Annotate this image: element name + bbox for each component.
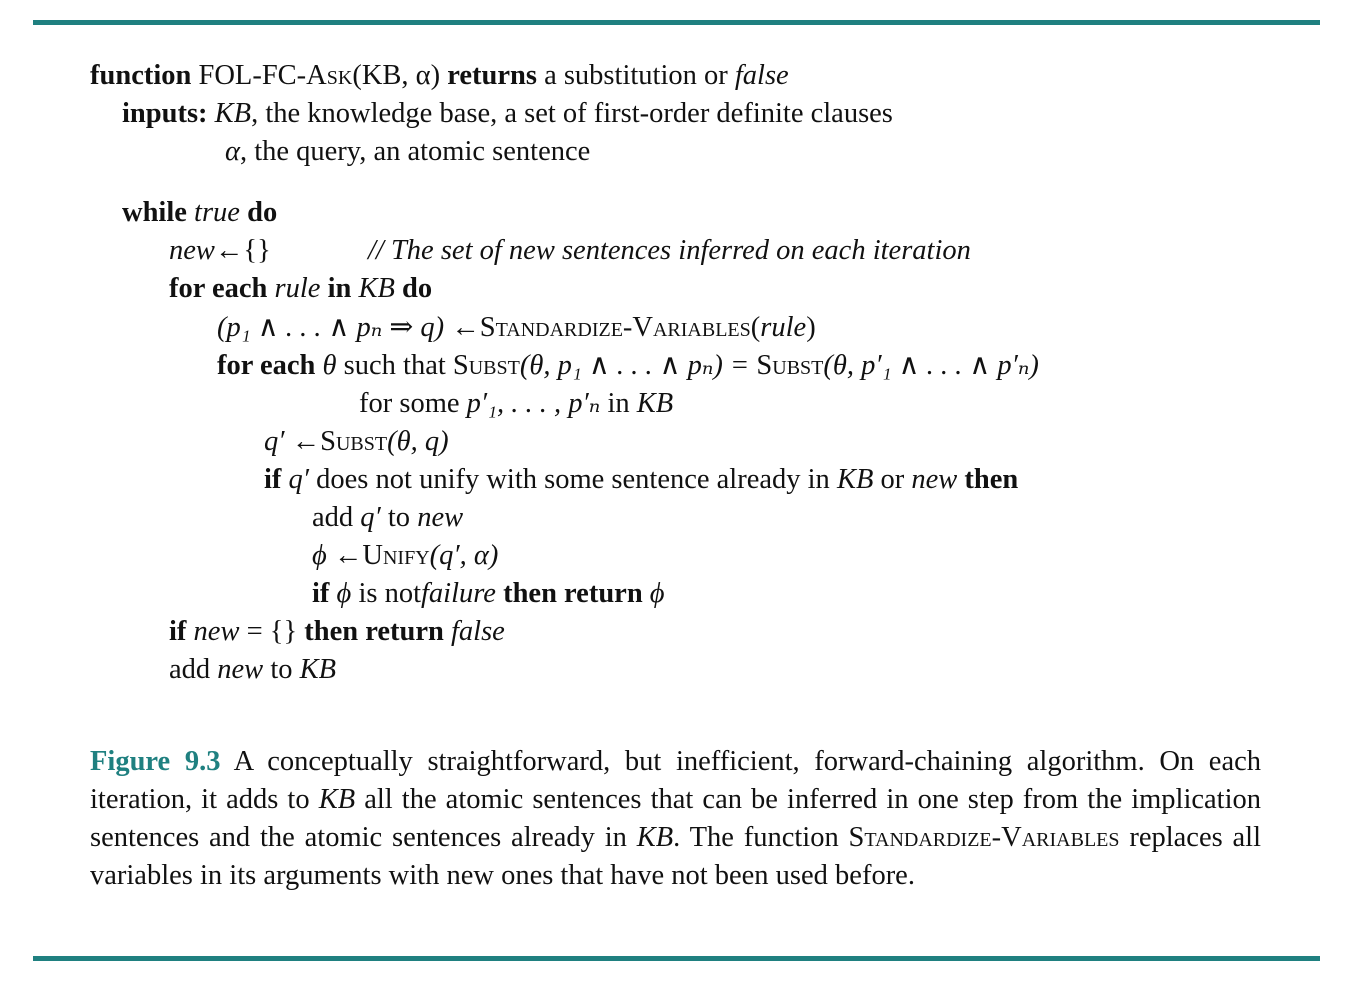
- figure-caption: [90, 743, 1261, 895]
- add-new-add: add: [169, 654, 211, 685]
- if-phi-line: [312, 577, 665, 611]
- subst-func-2: Subst: [756, 350, 824, 381]
- if-new-eq: = {}: [246, 616, 298, 647]
- new-assign: ←{}: [214, 235, 271, 266]
- q-assign-lhs: q′ ←: [264, 426, 321, 457]
- returns-false: false: [734, 60, 789, 91]
- add-q-var: q′: [360, 502, 381, 533]
- function-args: (KB, α): [352, 60, 441, 91]
- bottom-rule: [33, 956, 1320, 961]
- for-some-vars: p′₁, . . . , p′ₙ: [466, 388, 601, 419]
- subst-func-1: Subst: [452, 350, 520, 381]
- new-comment: // The set of new sentences inferred on each iteration: [368, 235, 971, 266]
- standardize-paren-open: (: [750, 312, 761, 343]
- top-rule: [33, 20, 1320, 25]
- input-kb-name: KB: [214, 98, 252, 129]
- inputs-alpha-line: [225, 135, 590, 169]
- add-new-line: [169, 653, 336, 687]
- for-rule-line: [169, 272, 432, 306]
- add-q-to: to: [387, 502, 411, 533]
- function-name: FOL-FC-Ask: [198, 60, 353, 91]
- kw-function: function: [90, 60, 192, 91]
- function-header: [90, 59, 789, 93]
- if-unify-kb: KB: [836, 464, 874, 495]
- input-alpha-name: α: [225, 136, 240, 167]
- if-unify-or: or: [880, 464, 905, 495]
- if-unify-var: q′: [288, 464, 310, 495]
- if-unify-new: new: [911, 464, 958, 495]
- phi-assign-args: (q′, α): [429, 540, 499, 571]
- for-theta-line: [217, 349, 1039, 383]
- add-new-kb: KB: [299, 654, 337, 685]
- for-some-line: [359, 387, 673, 421]
- caption-text-4: replaces all variables in its arguments with new ones that have not been used before.: [90, 822, 1262, 891]
- for-some-text: for some: [359, 388, 460, 419]
- returns-text: a substitution or: [544, 60, 728, 91]
- caption-text-3: . The function: [673, 822, 839, 853]
- caption-kb-1: KB: [318, 784, 356, 815]
- if-new-var: new: [193, 616, 240, 647]
- kw-if: if: [264, 464, 282, 495]
- phi-assign-func: Unify: [362, 540, 430, 571]
- subst-args-1: (θ, p₁ ∧ . . . ∧ pₙ) =: [519, 350, 750, 381]
- such-that-text: such that: [343, 350, 446, 381]
- if-unify-line: [264, 463, 1018, 497]
- kw-for-each-theta: for each: [217, 350, 316, 381]
- kw-then: then: [964, 464, 1019, 495]
- add-new-to: to: [270, 654, 293, 685]
- kw-while: while: [122, 197, 187, 228]
- q-assign-args: (θ, q): [387, 426, 449, 457]
- if-unify-text: does not unify with some sentence already in: [316, 464, 830, 495]
- kw-in: in: [327, 273, 352, 304]
- caption-text-1: A conceptually straightforward, but inefficient, forward-chaining algorithm. On each iteration, it adds to: [90, 746, 1262, 815]
- for-some-kb: KB: [636, 388, 674, 419]
- add-new-var: new: [217, 654, 264, 685]
- figure-label: Figure 9.3: [90, 746, 221, 777]
- caption-func: Standardize-Variables: [848, 822, 1120, 853]
- phi-assign-line: [312, 539, 498, 573]
- input-kb-desc: , the knowledge base, a set of first-order definite clauses: [251, 98, 893, 129]
- input-alpha-desc: , the query, an atomic sentence: [239, 136, 591, 167]
- return-false: false: [451, 616, 505, 647]
- standardize-func: Standardize-Variables: [479, 312, 751, 343]
- if-phi-return-var: ϕ: [649, 578, 665, 609]
- new-comment-line: [368, 234, 971, 268]
- q-assign-line: [264, 425, 449, 459]
- kw-then-return: then return: [503, 578, 643, 609]
- if-phi-text: is not: [358, 578, 421, 609]
- subst-args-2: (θ, p′₁ ∧ . . . ∧ p′ₙ): [823, 350, 1039, 381]
- new-var: new: [169, 235, 215, 266]
- kw-do: do: [402, 273, 433, 304]
- rule-var: rule: [274, 273, 321, 304]
- if-new-empty-line: [169, 615, 505, 649]
- standardize-expr: (p₁ ∧ . . . ∧ pₙ ⇒ q) ←: [217, 312, 480, 343]
- rule-kb: KB: [358, 273, 395, 304]
- phi-assign-lhs: ϕ ←: [312, 540, 363, 571]
- theta-var: θ: [322, 350, 337, 381]
- kw-if-new: if: [169, 616, 187, 647]
- standardize-paren-close: ): [806, 312, 816, 343]
- while-cond: true: [194, 197, 240, 228]
- kw-then-return-false: then return: [304, 616, 444, 647]
- kw-inputs: inputs:: [122, 98, 208, 129]
- standardize-line: [217, 311, 816, 345]
- for-some-in: in: [607, 388, 630, 419]
- kw-returns: returns: [447, 60, 537, 91]
- kw-do: do: [247, 197, 278, 228]
- while-line: [122, 196, 277, 230]
- standardize-arg: rule: [760, 312, 807, 343]
- new-init-line: [169, 234, 271, 268]
- if-phi-var: ϕ: [336, 578, 352, 609]
- kw-if-phi: if: [312, 578, 330, 609]
- q-assign-func: Subst: [320, 426, 388, 457]
- inputs-line: [122, 97, 893, 131]
- if-phi-failure: failure: [421, 578, 496, 609]
- add-q-new: new: [417, 502, 464, 533]
- caption-kb-2: KB: [636, 822, 674, 853]
- add-q-add: add: [312, 502, 354, 533]
- add-q-line: [312, 501, 463, 535]
- kw-for-each: for each: [169, 273, 268, 304]
- caption-text-2: all the atomic sentences that can be inferred in one step from the implication sentences and the atomic sentences already in: [90, 784, 1262, 853]
